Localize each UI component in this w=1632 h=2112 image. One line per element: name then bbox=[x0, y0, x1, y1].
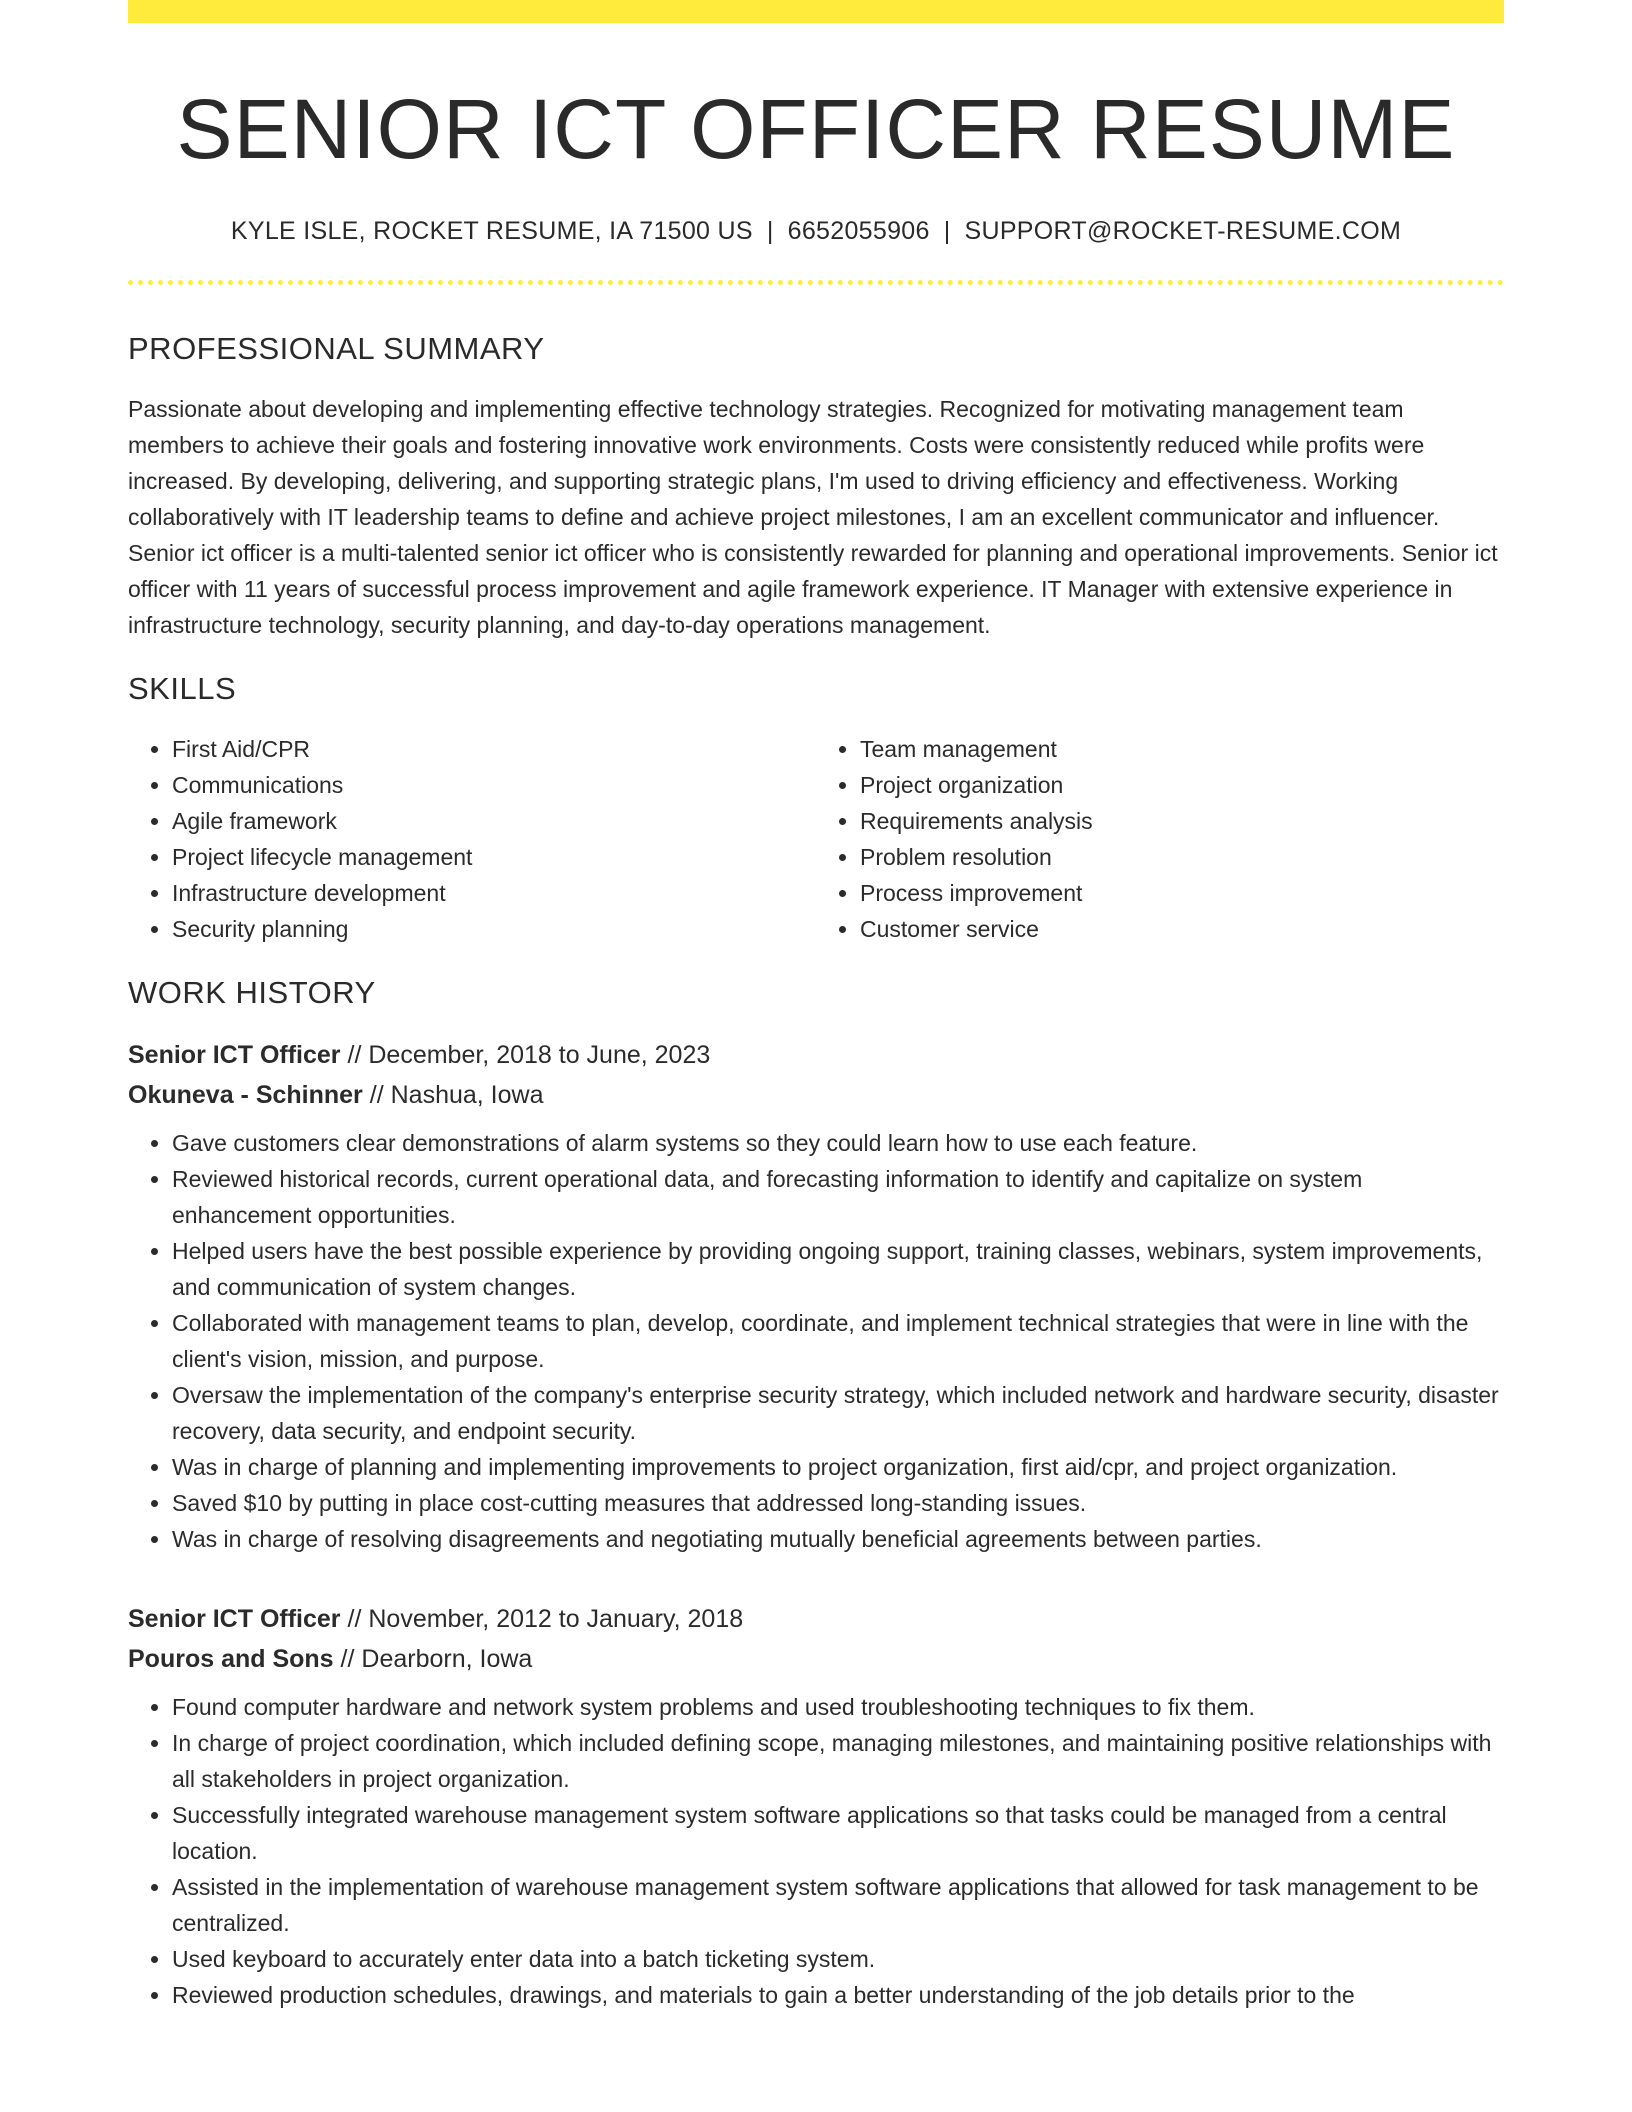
work-history-heading: WORK HISTORY bbox=[128, 975, 376, 1011]
resume-page bbox=[128, 0, 1504, 2013]
job-bullet: • Saved $10 by putting in place cost-cutting measures that addressed long-standing issues. bbox=[172, 1485, 1504, 1521]
job-bullet: • Was in charge of resolving disagreements and negotiating mutually beneficial agreements between parties. bbox=[172, 1521, 1504, 1557]
job-company: Okuneva - Schinner bbox=[128, 1081, 363, 1110]
skill-item: • Problem resolution bbox=[860, 839, 1504, 875]
accent-top-bar bbox=[128, 0, 1504, 23]
job-bullet: • Reviewed historical records, current operational data, and forecasting information to identify and capitalize on system enhancement opportunities. bbox=[172, 1161, 1504, 1233]
skills-list bbox=[128, 731, 1504, 947]
job-separator: // bbox=[347, 1041, 362, 1070]
job-dates: November, 2012 to January, 2018 bbox=[368, 1605, 744, 1634]
skill-item: • Requirements analysis bbox=[860, 803, 1504, 839]
skill-item: • Infrastructure development bbox=[172, 875, 816, 911]
skill-item: • Agile framework bbox=[172, 803, 816, 839]
job-title-line bbox=[128, 1035, 1504, 1075]
job-title-line bbox=[128, 1599, 1504, 1639]
job-bullet: • Found computer hardware and network system problems and used troubleshooting techniques to fix them. bbox=[172, 1689, 1504, 1725]
job-bullet: • Successfully integrated warehouse management system software applications so that tasks could be managed from a central location. bbox=[172, 1797, 1504, 1869]
contact-address: KYLE ISLE, ROCKET RESUME, IA 71500 US bbox=[230, 217, 753, 246]
job-location: Nashua, Iowa bbox=[390, 1081, 544, 1110]
summary-text: Passionate about developing and implementing effective technology strategies. Recognized for motivating management team members to achieve their goals and fostering innovative work environments. Costs were consistently reduced while profits were increased. By developing, delivering, and supporting strategic plans, I'm used to driving efficiency and effectiveness. Working collaboratively with IT leadership teams to define and achieve project milestones, I am an excellent communicator and influencer. Senior ict officer is a multi-talented senior ict officer who is consistently rewarded for planning and operational improvements. Senior ict officer with 11 years of successful process improvement and agile framework experience. IT Manager with extensive experience in infrastructure technology, security planning, and day-to-day operations management. bbox=[128, 396, 1498, 639]
job-separator: // bbox=[347, 1605, 362, 1634]
job-bullet: • Oversaw the implementation of the company's enterprise security strategy, which included network and hardware security, disaster recovery, data security, and endpoint security. bbox=[172, 1377, 1504, 1449]
job-location: Dearborn, Iowa bbox=[361, 1645, 533, 1674]
job-dates: December, 2018 to June, 2023 bbox=[368, 1041, 711, 1070]
job-bullets bbox=[128, 1125, 1504, 1557]
job-bullet: • Assisted in the implementation of warehouse management system software applications that allowed for task management to be centralized. bbox=[172, 1869, 1504, 1941]
job-separator: // bbox=[369, 1081, 384, 1110]
skill-item: • Communications bbox=[172, 767, 816, 803]
job-bullet: • Was in charge of planning and implementing improvements to project organization, first aid/cpr, and project organization. bbox=[172, 1449, 1504, 1485]
job-company-line bbox=[128, 1075, 1504, 1115]
skill-item: • Security planning bbox=[172, 911, 816, 947]
resume-title: SENIOR ICT OFFICER RESUME bbox=[176, 82, 1456, 176]
job-company: Pouros and Sons bbox=[128, 1645, 334, 1674]
job-company-line bbox=[128, 1639, 1504, 1679]
skills-column-left bbox=[128, 731, 816, 947]
job-bullet: • Collaborated with management teams to plan, develop, coordinate, and implement technical strategies that were in line with the client's vision, mission, and purpose. bbox=[172, 1305, 1504, 1377]
skill-item: • First Aid/CPR bbox=[172, 731, 816, 767]
skill-item: • Process improvement bbox=[860, 875, 1504, 911]
contact-separator: | bbox=[766, 217, 774, 246]
contact-phone: 6652055906 bbox=[787, 217, 930, 246]
job-bullet: • In charge of project coordination, which included defining scope, managing milestones, and maintaining positive relationships with all stakeholders in project organization. bbox=[172, 1725, 1504, 1797]
dotted-divider bbox=[128, 280, 1504, 285]
job-bullet: • Gave customers clear demonstrations of alarm systems so they could learn how to use each feature. bbox=[172, 1125, 1504, 1161]
job-separator: // bbox=[340, 1645, 355, 1674]
job-bullets bbox=[128, 1689, 1504, 2013]
job-bullet: • Used keyboard to accurately enter data into a batch ticketing system. bbox=[172, 1941, 1504, 1977]
job-title: Senior ICT Officer bbox=[128, 1605, 341, 1634]
job-title: Senior ICT Officer bbox=[128, 1041, 341, 1070]
skill-item: • Project organization bbox=[860, 767, 1504, 803]
job-entry bbox=[128, 1035, 1504, 1557]
skills-heading: SKILLS bbox=[128, 671, 237, 707]
job-bullet: • Helped users have the best possible experience by providing ongoing support, training classes, webinars, system improvements, and communication of system changes. bbox=[172, 1233, 1504, 1305]
contact-line bbox=[128, 217, 1504, 246]
skill-item: • Customer service bbox=[860, 911, 1504, 947]
skill-item: • Project lifecycle management bbox=[172, 839, 816, 875]
summary-heading: PROFESSIONAL SUMMARY bbox=[128, 331, 545, 367]
contact-email: SUPPORT@ROCKET-RESUME.COM bbox=[964, 217, 1402, 246]
contact-separator: | bbox=[943, 217, 951, 246]
job-bullet: • Reviewed production schedules, drawings, and materials to gain a better understanding of the job details prior to the bbox=[172, 1977, 1504, 2013]
skills-column-right bbox=[816, 731, 1504, 947]
job-entry bbox=[128, 1599, 1504, 2013]
skill-item: • Team management bbox=[860, 731, 1504, 767]
